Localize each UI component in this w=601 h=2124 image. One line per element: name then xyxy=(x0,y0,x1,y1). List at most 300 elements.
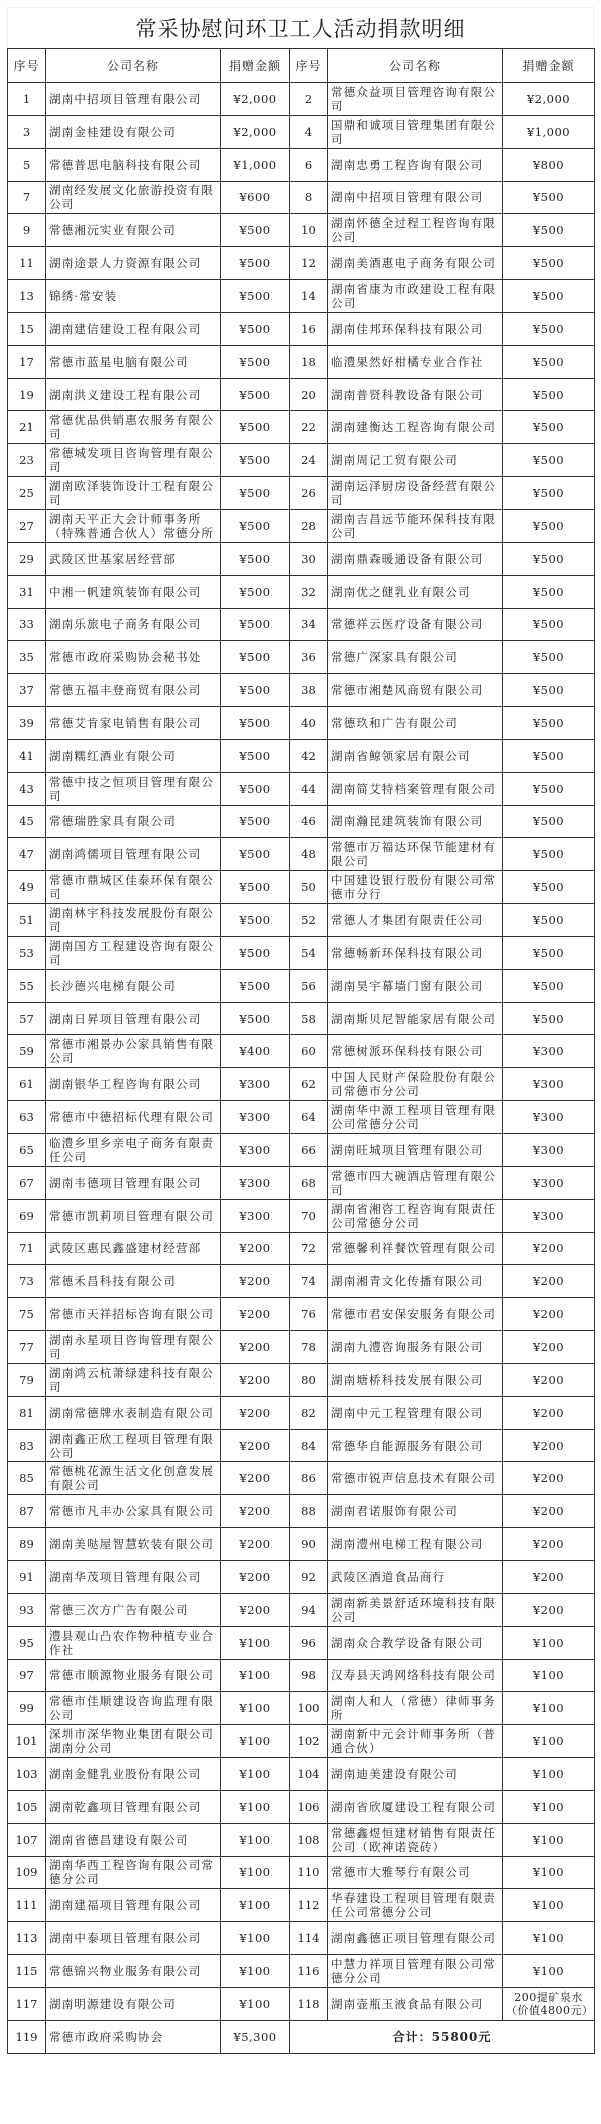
donor-company-name: 湖南鸿云杭萧绿建科技有限公司 xyxy=(46,1363,221,1396)
donor-amount: ¥100 xyxy=(221,1889,290,1922)
donor-company-name: 湖南日昇项目管理有限公司 xyxy=(46,1002,221,1035)
donor-seq: 5 xyxy=(8,148,46,181)
donor-company-name: 湖南昊宇幕墙门窗有限公司 xyxy=(328,969,503,1002)
table-row xyxy=(8,1363,595,1396)
donor-seq: 80 xyxy=(290,1363,328,1396)
donor-company-name: 湖南国方工程建设咨询有限公司 xyxy=(46,936,221,969)
donor-company-name: 湖南天平正大会计师事务所（特殊普通合伙人）常德分所 xyxy=(46,509,221,542)
donor-amount: ¥1,000 xyxy=(221,148,290,181)
donor-amount: ¥300 xyxy=(221,1101,290,1134)
donor-amount: ¥200 xyxy=(503,1560,595,1593)
donor-seq: 108 xyxy=(290,1823,328,1856)
donor-amount: ¥500 xyxy=(503,805,595,838)
donor-amount: ¥200 xyxy=(503,1462,595,1495)
donor-amount: ¥500 xyxy=(221,674,290,707)
donor-seq: 40 xyxy=(290,707,328,740)
donor-seq: 18 xyxy=(290,345,328,378)
donor-amount: ¥500 xyxy=(221,838,290,871)
table-row xyxy=(8,509,595,542)
donor-amount: ¥200 xyxy=(503,1363,595,1396)
donor-company-name: 湖南建信建设工程有限公司 xyxy=(46,312,221,345)
table-row xyxy=(8,871,595,904)
donor-company-name: 湖南乐旅电子商务有限公司 xyxy=(46,608,221,641)
donor-seq: 61 xyxy=(8,1068,46,1101)
donor-company-name: 湖南美哒屋智慧软装有限公司 xyxy=(46,1528,221,1561)
donor-company-name: 湖南银华工程咨询有限公司 xyxy=(46,1068,221,1101)
donor-seq: 24 xyxy=(290,444,328,477)
donor-amount: ¥200 xyxy=(221,1462,290,1495)
donor-company-name: 湖南省湘咨工程咨询有限责任公司常德分公司 xyxy=(328,1199,503,1232)
donor-seq: 38 xyxy=(290,674,328,707)
donor-company-name: 临澧乡里乡亲电子商务有限责任公司 xyxy=(46,1134,221,1167)
donor-amount: ¥500 xyxy=(221,247,290,280)
donor-company-name: 湖南省康为市政建设工程有限公司 xyxy=(328,280,503,313)
donor-seq: 13 xyxy=(8,280,46,313)
donor-company-name: 常德市天祥招标咨询有限公司 xyxy=(46,1298,221,1331)
donor-company-name: 湖南佳邦环保科技有限公司 xyxy=(328,312,503,345)
donor-company-name: 常德树派环保科技有限公司 xyxy=(328,1035,503,1068)
donor-amount: ¥500 xyxy=(503,280,595,313)
donor-amount: ¥100 xyxy=(503,1692,595,1725)
donor-company-name: 湖南九澧咨询服务有限公司 xyxy=(328,1331,503,1364)
donor-company-name: 常德祥云医疗设备有限公司 xyxy=(328,608,503,641)
donor-seq: 117 xyxy=(8,1987,46,2020)
donor-seq: 84 xyxy=(290,1429,328,1462)
donor-amount: ¥500 xyxy=(503,641,595,674)
donor-amount: ¥300 xyxy=(503,1166,595,1199)
donor-seq: 31 xyxy=(8,575,46,608)
donor-seq: 85 xyxy=(8,1462,46,1495)
donor-seq: 48 xyxy=(290,838,328,871)
donor-company-name: 常德湘沅实业有限公司 xyxy=(46,214,221,247)
donor-company-name: 武陵区酒道食品商行 xyxy=(328,1560,503,1593)
table-row xyxy=(8,411,595,444)
donor-company-name: 湖南君诺服饰有限公司 xyxy=(328,1495,503,1528)
donor-seq: 52 xyxy=(290,904,328,937)
donor-amount: ¥300 xyxy=(221,1199,290,1232)
table-row xyxy=(8,477,595,510)
total-sum: 合计：55800元 xyxy=(290,2020,595,2053)
donor-company-name: 湖南途景人力资源有限公司 xyxy=(46,247,221,280)
donor-amount: ¥500 xyxy=(503,345,595,378)
donor-company-name: 常德市湘景办公家具销售有限公司 xyxy=(46,1035,221,1068)
donor-company-name: 湖南中元工程管理有限公司 xyxy=(328,1396,503,1429)
donor-amount: ¥200 xyxy=(221,1560,290,1593)
donor-amount: ¥200 xyxy=(221,1265,290,1298)
donor-company-name: 湖南中招项目管理有限公司 xyxy=(46,83,221,116)
donor-company-name: 湖南明源建设有限公司 xyxy=(46,1987,221,2020)
donor-amount: ¥300 xyxy=(221,1068,290,1101)
donor-seq: 6 xyxy=(290,148,328,181)
table-row xyxy=(8,1922,595,1955)
table-row xyxy=(8,1758,595,1791)
table-row xyxy=(8,1626,595,1659)
donor-amount: ¥200 xyxy=(221,1396,290,1429)
donor-amount: ¥200 xyxy=(221,1331,290,1364)
donor-company-name: 湖南美酒惠电子商务有限公司 xyxy=(328,247,503,280)
donor-company-name: 常德市顺源物业服务有限公司 xyxy=(46,1659,221,1692)
donor-company-name: 常德锦兴物业服务有限公司 xyxy=(46,1955,221,1988)
donor-amount: ¥500 xyxy=(503,181,595,214)
table-row xyxy=(8,444,595,477)
donor-amount: ¥500 xyxy=(221,444,290,477)
donor-amount: ¥100 xyxy=(503,1725,595,1758)
donor-amount: ¥200 xyxy=(503,1298,595,1331)
donor-amount: ¥200 xyxy=(503,1495,595,1528)
donor-amount: ¥100 xyxy=(221,1823,290,1856)
donor-amount: ¥500 xyxy=(221,871,290,904)
donor-company-name: 锦绣·常安装 xyxy=(46,280,221,313)
table-row xyxy=(8,378,595,411)
table-body xyxy=(8,83,595,2054)
donor-seq: 42 xyxy=(290,739,328,772)
donor-company-name: 常德人才集团有限责任公司 xyxy=(328,904,503,937)
donor-company-name: 常德市凯莉项目管理有限公司 xyxy=(46,1199,221,1232)
donor-amount: ¥500 xyxy=(503,739,595,772)
table-row xyxy=(8,115,595,148)
donor-seq: 44 xyxy=(290,772,328,805)
donor-company-name: 湖南鑫德正项目管理有限公司 xyxy=(328,1922,503,1955)
donor-seq: 107 xyxy=(8,1823,46,1856)
donor-seq: 115 xyxy=(8,1955,46,1988)
donor-company-name: 临澧果然好柑橘专业合作社 xyxy=(328,345,503,378)
header-amount: 捐赠金额 xyxy=(221,49,290,83)
donor-company-name: 湖南湘青文化传播有限公司 xyxy=(328,1265,503,1298)
donor-amount: ¥100 xyxy=(221,1626,290,1659)
donor-seq: 10 xyxy=(290,214,328,247)
donor-amount: ¥500 xyxy=(221,608,290,641)
donor-seq: 72 xyxy=(290,1232,328,1265)
donor-seq: 7 xyxy=(8,181,46,214)
donor-seq: 3 xyxy=(8,115,46,148)
donor-seq: 60 xyxy=(290,1035,328,1068)
header-row xyxy=(8,49,595,83)
donor-amount: ¥500 xyxy=(221,378,290,411)
donor-company-name: 华春建设工程项目管理有限责任公司常德分公司 xyxy=(328,1889,503,1922)
donor-seq: 21 xyxy=(8,411,46,444)
donor-amount: ¥500 xyxy=(221,904,290,937)
donor-seq: 62 xyxy=(290,1068,328,1101)
table-row xyxy=(8,345,595,378)
donor-amount: ¥200 xyxy=(503,1396,595,1429)
donor-seq: 86 xyxy=(290,1462,328,1495)
document-title: 常采协慰问环卫工人活动捐款明细 xyxy=(7,7,594,48)
donor-company-name: 湖南省鲸领家居有限公司 xyxy=(328,739,503,772)
donor-company-name: 常德市政府采购协会 xyxy=(46,2020,221,2053)
donor-company-name: 湖南永星项目咨询管理有限公司 xyxy=(46,1331,221,1364)
donor-seq: 92 xyxy=(290,1560,328,1593)
donor-company-name: 湖南建福项目管理有限公司 xyxy=(46,1889,221,1922)
table-row xyxy=(8,641,595,674)
donor-seq: 63 xyxy=(8,1101,46,1134)
donor-company-name: 湖南新中元会计师事务所（普通合伙） xyxy=(328,1725,503,1758)
donor-seq: 26 xyxy=(290,477,328,510)
donor-seq: 50 xyxy=(290,871,328,904)
donor-seq: 27 xyxy=(8,509,46,542)
donor-company-name: 常德市佳顺建设咨询监理有限公司 xyxy=(46,1692,221,1725)
donor-amount: ¥500 xyxy=(221,214,290,247)
donor-amount: ¥300 xyxy=(503,1101,595,1134)
donor-company-name: 湖南金健乳业股份有限公司 xyxy=(46,1758,221,1791)
donor-company-name: 湖南忠勇工程咨询有限公司 xyxy=(328,148,503,181)
donor-company-name: 常德鑫煜恒建材销售有限责任公司（欧神诺瓷砖） xyxy=(328,1823,503,1856)
donor-amount: ¥100 xyxy=(503,1758,595,1791)
donor-amount: ¥300 xyxy=(221,1166,290,1199)
donor-amount: ¥200 xyxy=(503,1265,595,1298)
donor-seq: 95 xyxy=(8,1626,46,1659)
donor-seq: 56 xyxy=(290,969,328,1002)
donor-amount: ¥200 xyxy=(503,1232,595,1265)
donor-company-name: 湖南鸿儒项目管理有限公司 xyxy=(46,838,221,871)
donor-amount: ¥100 xyxy=(221,1922,290,1955)
donor-seq: 82 xyxy=(290,1396,328,1429)
table-row xyxy=(8,1889,595,1922)
donor-amount: ¥200 xyxy=(503,1429,595,1462)
donor-seq: 79 xyxy=(8,1363,46,1396)
donor-seq: 36 xyxy=(290,641,328,674)
donor-seq: 76 xyxy=(290,1298,328,1331)
table-row xyxy=(8,1823,595,1856)
donor-seq: 98 xyxy=(290,1659,328,1692)
donor-amount: ¥500 xyxy=(221,575,290,608)
donor-amount: ¥200 xyxy=(221,1429,290,1462)
donor-company-name: 常德畅新环保科技有限公司 xyxy=(328,936,503,969)
donor-seq: 51 xyxy=(8,904,46,937)
donor-seq: 23 xyxy=(8,444,46,477)
donor-seq: 4 xyxy=(290,115,328,148)
donor-amount: ¥500 xyxy=(221,641,290,674)
donation-sheet xyxy=(7,7,594,2054)
donor-company-name: 湖南瀚昆建筑装饰有限公司 xyxy=(328,805,503,838)
donor-company-name: 湖南常德牌水表制造有限公司 xyxy=(46,1396,221,1429)
donor-amount: ¥100 xyxy=(503,1955,595,1988)
donor-seq: 30 xyxy=(290,542,328,575)
donor-seq: 118 xyxy=(290,1987,328,2020)
table-row xyxy=(8,772,595,805)
donor-amount: ¥200 xyxy=(503,1331,595,1364)
donor-company-name: 湖南经发展文化旅游投资有限公司 xyxy=(46,181,221,214)
table-row xyxy=(8,247,595,280)
donor-company-name: 常德五福丰登商贸有限公司 xyxy=(46,674,221,707)
table-row xyxy=(8,542,595,575)
table-row xyxy=(8,674,595,707)
donor-company-name: 湖南欧泽装饰设计工程有限公司 xyxy=(46,477,221,510)
donor-amount: ¥500 xyxy=(503,444,595,477)
donor-seq: 104 xyxy=(290,1758,328,1791)
donor-company-name: 常德普思电脑科技有限公司 xyxy=(46,148,221,181)
donor-seq: 43 xyxy=(8,772,46,805)
donor-company-name: 湖南华中源工程项目管理有限公司常德分公司 xyxy=(328,1101,503,1134)
table-row xyxy=(8,805,595,838)
table-row xyxy=(8,1429,595,1462)
donor-amount: ¥2,000 xyxy=(221,83,290,116)
table-row xyxy=(8,1199,595,1232)
donor-company-name: 湖南韦德项目管理有限公司 xyxy=(46,1166,221,1199)
donor-seq: 71 xyxy=(8,1232,46,1265)
donor-amount: ¥200 xyxy=(221,1232,290,1265)
donor-company-name: 湖南澧州电梯工程有限公司 xyxy=(328,1528,503,1561)
table-row xyxy=(8,1035,595,1068)
donor-amount: ¥500 xyxy=(221,772,290,805)
donor-seq: 39 xyxy=(8,707,46,740)
table-row xyxy=(8,312,595,345)
donor-amount: ¥200 xyxy=(221,1495,290,1528)
donor-seq: 101 xyxy=(8,1725,46,1758)
donor-amount: ¥500 xyxy=(503,904,595,937)
donor-company-name: 长沙德兴电梯有限公司 xyxy=(46,969,221,1002)
donor-amount: ¥500 xyxy=(221,280,290,313)
donor-amount: ¥100 xyxy=(503,1626,595,1659)
donor-seq: 66 xyxy=(290,1134,328,1167)
table-row xyxy=(8,1134,595,1167)
donor-company-name: 武陵区世基家居经营部 xyxy=(46,542,221,575)
donor-company-name: 湖南吉昌远节能环保科技有限公司 xyxy=(328,509,503,542)
donor-seq: 57 xyxy=(8,1002,46,1035)
donor-seq: 113 xyxy=(8,1922,46,1955)
donor-seq: 93 xyxy=(8,1593,46,1626)
donor-amount: ¥500 xyxy=(503,838,595,871)
table-row xyxy=(8,904,595,937)
donor-amount: ¥2,000 xyxy=(221,115,290,148)
donor-amount: ¥100 xyxy=(221,1856,290,1889)
donor-company-name: 深圳市深华物业集团有限公司湖南分公司 xyxy=(46,1725,221,1758)
donor-amount: ¥100 xyxy=(503,1790,595,1823)
donor-seq: 58 xyxy=(290,1002,328,1035)
donor-amount: ¥500 xyxy=(221,477,290,510)
table-row xyxy=(8,838,595,871)
donor-seq: 77 xyxy=(8,1331,46,1364)
donor-company-name: 湖南乾鑫项目管理有限公司 xyxy=(46,1790,221,1823)
donor-amount: ¥500 xyxy=(503,608,595,641)
donor-seq: 20 xyxy=(290,378,328,411)
donor-company-name: 常德市锐声信息技术有限公司 xyxy=(328,1462,503,1495)
donor-company-name: 湖南人和人（常德）律师事务所 xyxy=(328,1692,503,1725)
table-row xyxy=(8,1692,595,1725)
table-row xyxy=(8,1593,595,1626)
donor-amount: ¥500 xyxy=(503,871,595,904)
table-row xyxy=(8,739,595,772)
donor-company-name: 常德市湘楚风商贸有限公司 xyxy=(328,674,503,707)
donor-company-name: 常德中技之恒项目管理有限公司 xyxy=(46,772,221,805)
donor-company-name: 常德市中德招标代理有限公司 xyxy=(46,1101,221,1134)
header-seq: 序号 xyxy=(8,49,46,83)
donor-amount: ¥100 xyxy=(221,1790,290,1823)
donation-table xyxy=(7,48,595,2054)
donor-amount: ¥500 xyxy=(221,312,290,345)
donor-company-name: 常德华自能源服务有限公司 xyxy=(328,1429,503,1462)
donor-seq: 96 xyxy=(290,1626,328,1659)
donor-company-name: 湖南鼎森暖通设备有限公司 xyxy=(328,542,503,575)
donor-amount: ¥500 xyxy=(503,674,595,707)
donor-company-name: 湖南林宇科技发展股份有限公司 xyxy=(46,904,221,937)
donor-company-name: 湖南塘桥科技发展有限公司 xyxy=(328,1363,503,1396)
donor-seq: 103 xyxy=(8,1758,46,1791)
donor-company-name: 湖南优之健乳业有限公司 xyxy=(328,575,503,608)
table-row xyxy=(8,1528,595,1561)
donor-amount: ¥5,300 xyxy=(221,2020,290,2053)
donor-seq: 49 xyxy=(8,871,46,904)
table-row xyxy=(8,936,595,969)
donor-amount: ¥500 xyxy=(503,214,595,247)
donor-amount: ¥500 xyxy=(503,1002,595,1035)
donor-seq: 74 xyxy=(290,1265,328,1298)
table-row-final xyxy=(8,2020,595,2053)
donor-amount: ¥300 xyxy=(503,1035,595,1068)
donor-seq: 47 xyxy=(8,838,46,871)
donor-seq: 8 xyxy=(290,181,328,214)
donor-amount: ¥300 xyxy=(503,1199,595,1232)
donor-seq: 89 xyxy=(8,1528,46,1561)
donor-company-name: 常德馨利祥餐饮管理有限公司 xyxy=(328,1232,503,1265)
table-row xyxy=(8,181,595,214)
donor-company-name: 常德市君安保安服务有限公司 xyxy=(328,1298,503,1331)
donor-seq: 37 xyxy=(8,674,46,707)
donor-amount: ¥500 xyxy=(503,575,595,608)
donor-company-name: 澧县观山凸农作物种植专业合作社 xyxy=(46,1626,221,1659)
table-row xyxy=(8,1002,595,1035)
donor-seq: 1 xyxy=(8,83,46,116)
donor-amount: ¥500 xyxy=(221,739,290,772)
donor-amount: ¥500 xyxy=(503,378,595,411)
donor-seq: 69 xyxy=(8,1199,46,1232)
donor-seq: 83 xyxy=(8,1429,46,1462)
donor-seq: 119 xyxy=(8,2020,46,2053)
donor-seq: 105 xyxy=(8,1790,46,1823)
donor-company-name: 湖南糯红酒业有限公司 xyxy=(46,739,221,772)
donor-amount: ¥200 xyxy=(221,1298,290,1331)
donor-amount: ¥200 xyxy=(221,1363,290,1396)
donor-seq: 29 xyxy=(8,542,46,575)
donor-amount: ¥500 xyxy=(503,707,595,740)
donor-amount: ¥500 xyxy=(503,936,595,969)
table-row xyxy=(8,1725,595,1758)
table-row xyxy=(8,969,595,1002)
donor-company-name: 常德瑞胜家具有限公司 xyxy=(46,805,221,838)
donor-amount: ¥500 xyxy=(503,477,595,510)
donor-seq: 78 xyxy=(290,1331,328,1364)
donor-amount: ¥200 xyxy=(221,1528,290,1561)
donor-company-name: 常德市蓝星电脑有限公司 xyxy=(46,345,221,378)
donor-company-name: 常德三次方广告有限公司 xyxy=(46,1593,221,1626)
donor-seq: 32 xyxy=(290,575,328,608)
donor-seq: 17 xyxy=(8,345,46,378)
donor-company-name: 湖南周记工贸有限公司 xyxy=(328,444,503,477)
donor-seq: 16 xyxy=(290,312,328,345)
donor-seq: 67 xyxy=(8,1166,46,1199)
donor-amount: ¥2,000 xyxy=(503,83,595,116)
donor-seq: 99 xyxy=(8,1692,46,1725)
donor-seq: 109 xyxy=(8,1856,46,1889)
donor-seq: 106 xyxy=(290,1790,328,1823)
donor-seq: 64 xyxy=(290,1101,328,1134)
table-row xyxy=(8,1068,595,1101)
table-row xyxy=(8,1955,595,1988)
donor-company-name: 湖南迪美建设有限公司 xyxy=(328,1758,503,1791)
donor-amount: ¥500 xyxy=(221,969,290,1002)
donor-amount: ¥500 xyxy=(503,509,595,542)
table-row xyxy=(8,83,595,116)
table-row xyxy=(8,148,595,181)
donor-seq: 102 xyxy=(290,1725,328,1758)
donor-company-name: 湖南众合教学设备有限公司 xyxy=(328,1626,503,1659)
donor-company-name: 常德优品供销惠农服务有限公司 xyxy=(46,411,221,444)
donor-seq: 91 xyxy=(8,1560,46,1593)
donor-seq: 114 xyxy=(290,1922,328,1955)
table-row xyxy=(8,1659,595,1692)
donor-seq: 90 xyxy=(290,1528,328,1561)
donor-amount: ¥100 xyxy=(221,1725,290,1758)
donor-amount: ¥500 xyxy=(221,936,290,969)
